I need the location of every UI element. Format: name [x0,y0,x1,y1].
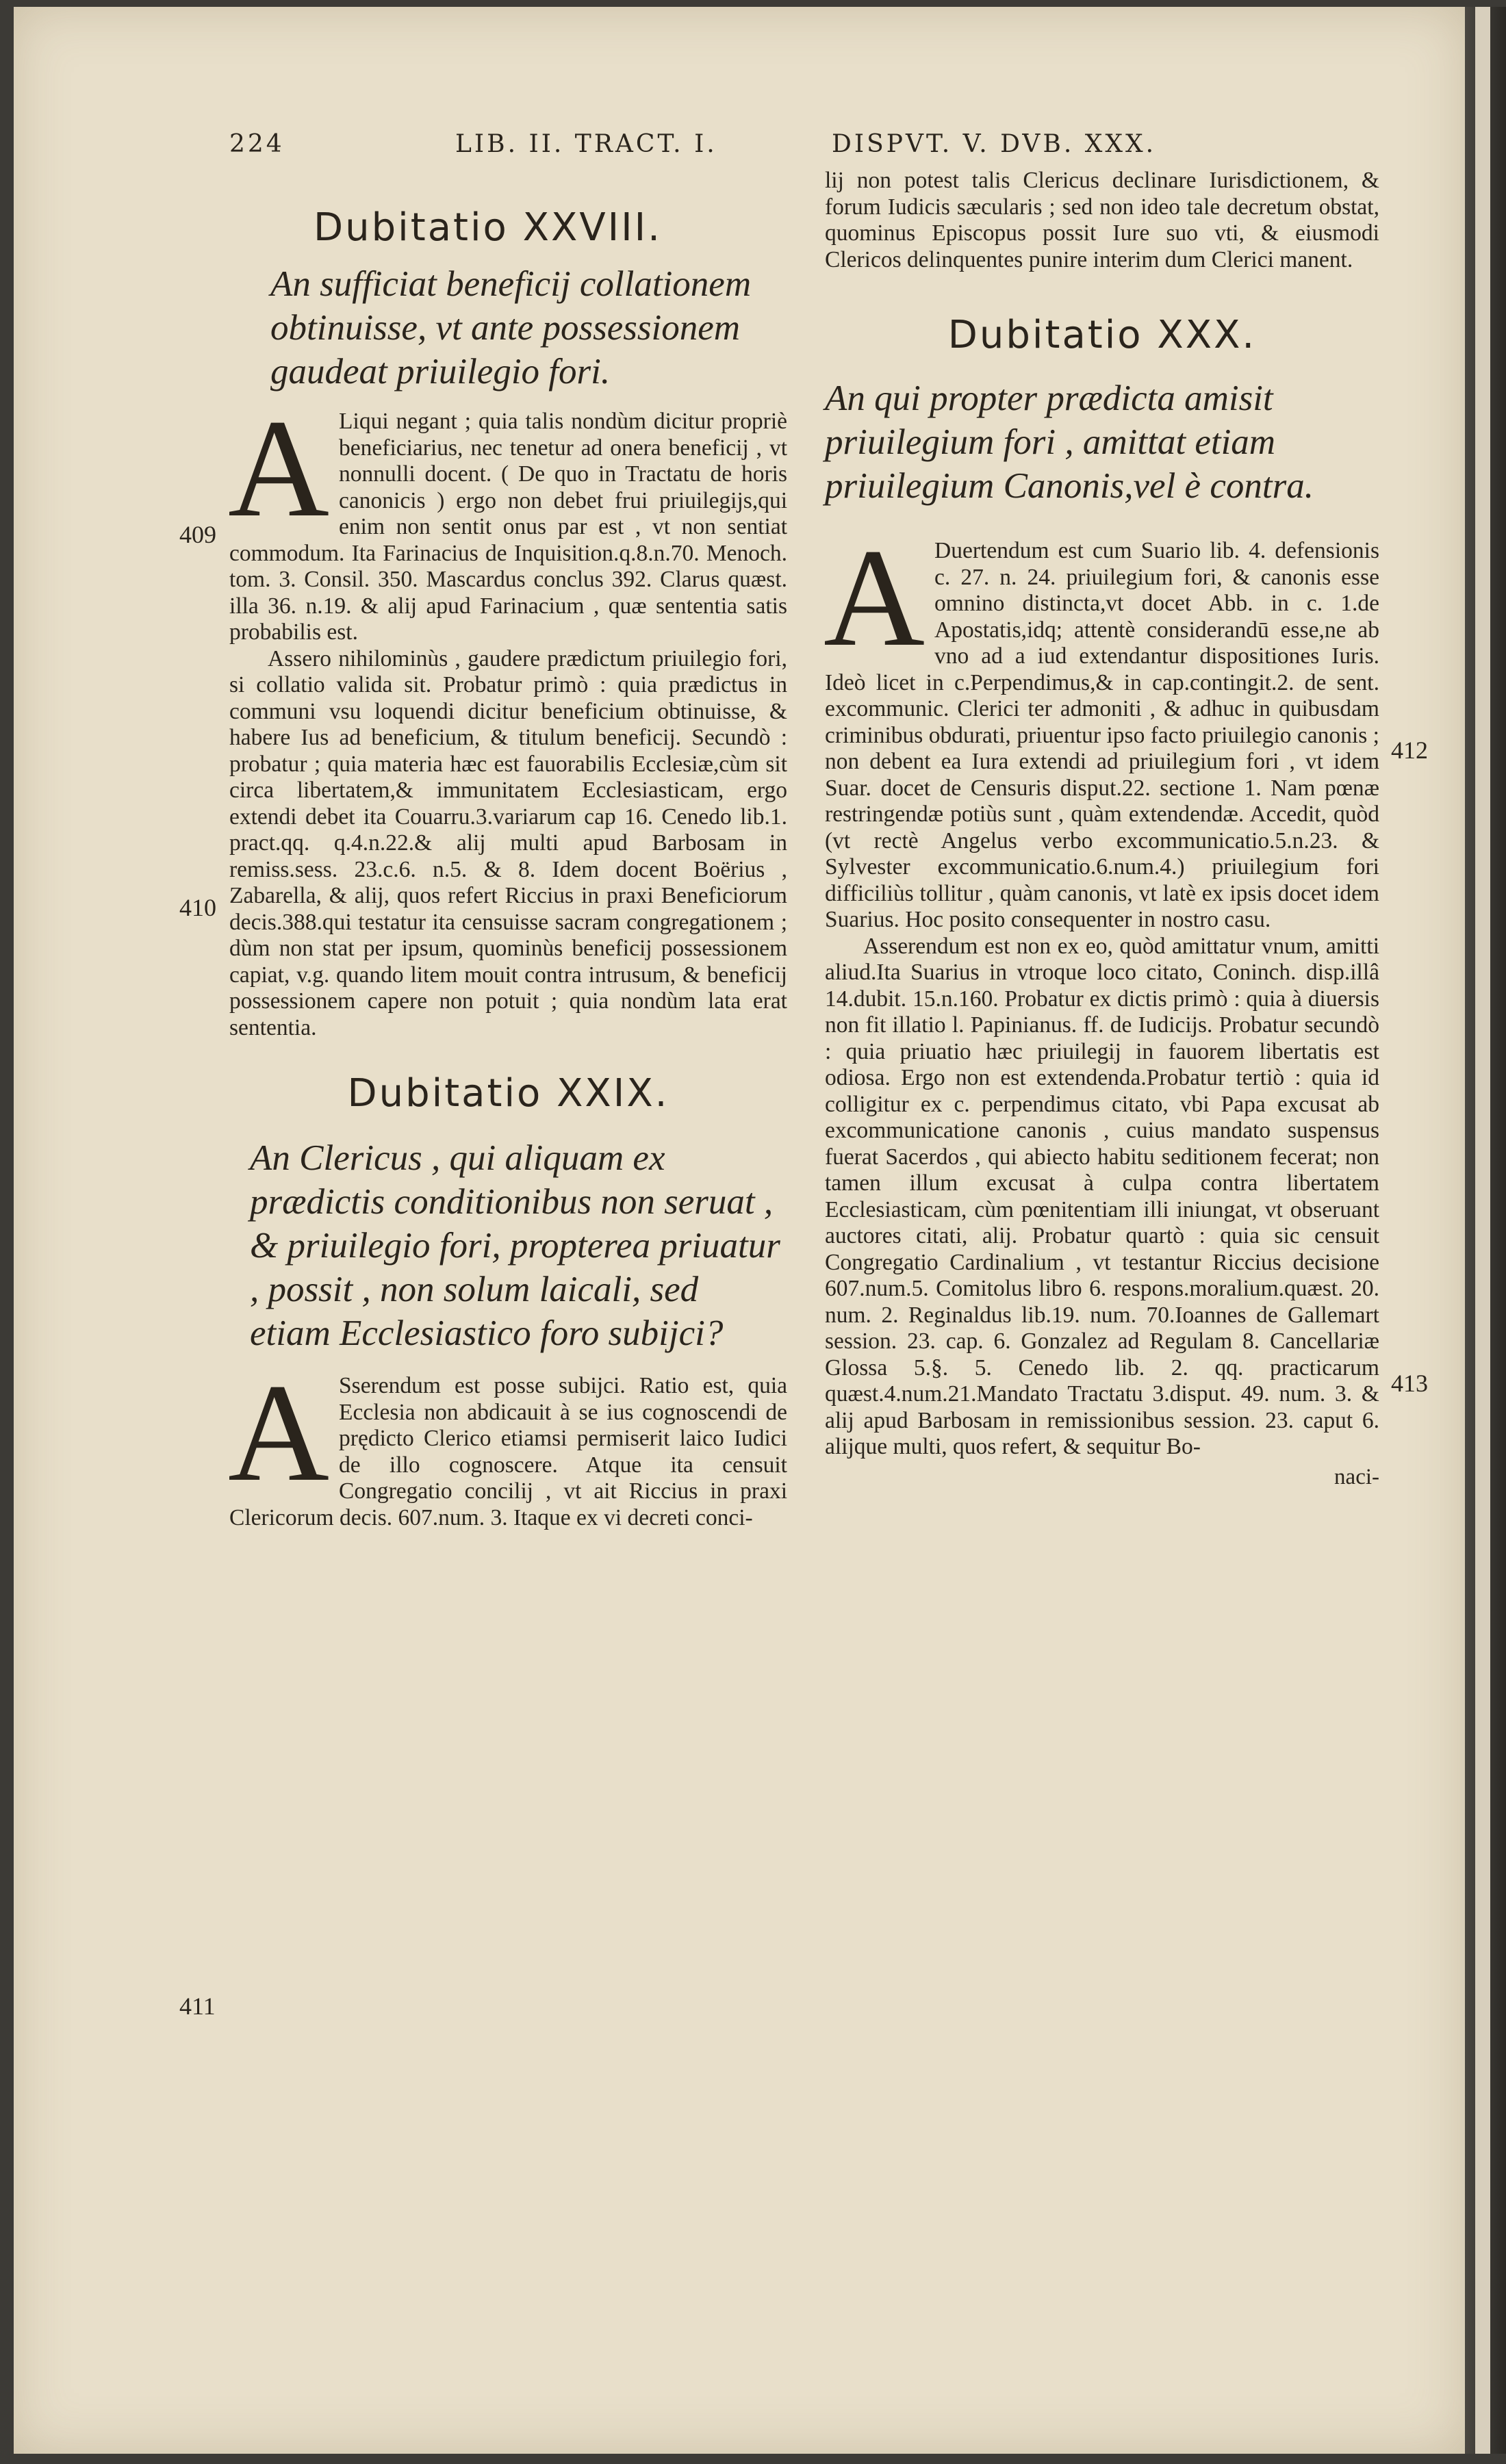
drop-cap: A [228,391,330,546]
paragraph-413: Asserendum est non ex eo, quòd amittatur vnum, amitti aliud.Ita Suarius in vtroque loco citato, Coninch. disp.illâ 14.dubit. 15.n.160. Probatur ex dictis primò : quia à diuersis non fit illatio l. Papinianus. ff. de Iudicijs. Probatur secundò : quia priuatio hæc priuilegij in fauorem libertatis est odiosa. Ergo non est extendenda.Probatur tertiò : quia id colligitur ex c. perpendimus citato, vbi Papa excusat ab excommunicatione canonis , cuius mandato suspensus fuerat Sacerdos , qui abiecto habitu seditionem fecerat; non tamen illum excusat à culpa contra libertatem Ecclesiasticam, cùm pœnitentiam illi iniungat, vt obseruant auctores citati, alij. Probatur quartò : quia sic censuit Congregatio Cardinalium , vt testantur Riccius decisione 607.num.5. Comitolus libro 6. respons.moralium.quæst. 20. num. 2. Reginaldus lib.19. num. 70.Ioannes de Gallemart session. 23. cap. 6. Gonzalez ad Regulam 8. Cancellariæ Glossa 5.§. 5. Cenedo lib. 2. qq. practicarum quæst.4.num.21.Mandatо Tractatu 3.disput. 49. num. 3. & alij apud Barbosam in remissionibus session. 23. caput 6. alijque multi, quos refert, & sequitur Bo- [825,933,1379,1459]
dubitatio-29-question: An Clericus , qui aliquam ex prædictis conditionibus non seruat , & priuilegio fori, propterea priuatur , possit , non solum laicali, sed etiam Ecclesiastico foro subijci? [250,1138,780,1353]
drop-cap: A [228,1355,330,1511]
margin-number-411: 411 [179,1992,216,2020]
catchword: naci- [1334,1464,1379,1489]
margin-number-413: 413 [1391,1370,1428,1397]
paragraph-411: Sserendum est posse subijci. Ratio est, quia Ecclesia non abdicauit à se ius cognoscendi de prędicto Clerico etiamsi permiserit laico Iudici de illo cognoscere. Atque ita censuit Congregatio concilij , vt ait Riccius in praxi Clericorum decis. 607.num. 3. Itaque ex vi decreti conci- [229,1373,787,1530]
dubitatio-29-body [228,1355,787,1531]
left-running-head: LIB. II. TRACT. I. [455,130,717,158]
facing-page-edge [1475,7,1490,2454]
margin-number-409: 409 [179,521,216,548]
right-column [825,168,1379,1491]
dubitatio-30-question: An qui propter prædicta amisit priuilegium fori , amittat etiam priuilegium Canonis,vel è contra. [825,378,1314,506]
paragraph-410: Assero nihilominùs , gaudere prædictum priuilegio fori, si collatio valida sit. Probatur primò : quia prædictus in communi vsu loquendi dicitur beneficium obtinuisse, & habere Ius ad beneficium, & titulum beneficij. Secundò : probatur ; quia materia hæc est fauorabilis Ecclesiæ,cùm sit circa libertatem,& immunitatem Ecclesiasticam, ergo extendi debet ita Couarru.3.variarum cap 16. Cenedo lib.1. pract.qq. q.4.n.22.& alij multi apud Barbosam in remiss.sess. 23.c.6. n.5. & 8. Idem docent Boërius , Zabarella, & alij, quos refert Riccius in praxi Beneficiorum decis.388.qui testatur ita censuisse sacram congregationem ; dùm non stat per ipsum, quominùs beneficij possessionem capiat, v.g. quando litem mouit contra intrusum, & beneficij possessionem capere non potuit ; quia nondùm lata erat sententia. [229,645,787,1040]
margin-number-412: 412 [1391,736,1428,764]
dubitatio-28-title: Dubitatio XXVIII. [314,205,662,250]
paragraph-412: Duertendum est cum Suario lib. 4. defensionis c. 27. n. 24. priuilegium fori, & canonis esse omnino distincta,vt docet Abb. in c. 1.de Apostatis,idq; attentè considerandū esse,ne ab vno ad a iud extendantur dispositiones Iuris. Ideò licet in c.Perpendimus,& in cap.contingit.2. de sent. excommunic. Clerici ter admoniti , & adhuc in quibusdam criminibus obdurati, priuentur ipso facto priuilegio canonis ; non debent ea Iura extendi ad priuilegium fori , vt idem Suar. docet de Censuris disput.22. sectione 1. Nam pœnæ restringendæ potiùs sunt , quàm extendendæ. Accedit, quòd (vt rectè Angelus verbo excommunicatio.5.n.23. & Sylvester excommunicatio.6.num.4.) priuilegium fori difficiliùs tollitur , quàm canonis, vt latè ex ipsis docet idem Suarius. Hoc posito consequenter in nostro casu. [825,538,1379,932]
dubitatio-28-question: An sufficiat beneficij collationem obtinuisse, vt ante possessionem gaudeat priuilegio fori. [270,264,752,392]
dubitatio-29-title: Dubitatio XXIX. [347,1071,669,1116]
right-running-head: DISPVT. V. DVB. XXX. [832,130,1157,158]
dubitatio-28-body [228,391,787,1041]
dubitatio-30-body [824,520,1379,1461]
dubitatio-30-title: Dubitatio XXX. [947,313,1257,357]
page-number: 224 [229,130,285,158]
margin-number-410: 410 [179,894,216,921]
drop-cap: A [824,520,926,676]
running-header [229,130,1379,171]
left-column [229,185,787,1531]
paragraph-409: Liqui negant ; quia talis nondùm dicitur propriè beneficiarius, nec tenetur ad onera beneficij , vt nonnulli docent. ( De quo in Tractatu de horis canonicis ) ergo non debet frui priuilegijs,qui enim non sentit onus par est , vt non sentiat commodum. Ita Farinacius de Inquisition.q.8.n.70. Menoch. tom. 3. Consil. 350. Mascardus conclus 392. Clarus quæst. illa 36. n.19. & alij apud Farinacium , quæ sententia satis probabilis est. [229,409,787,645]
continuation-paragraph: lij non potest talis Clericus declinare Iurisdictionem, & forum Iudicis sæcularis ; sed non ideo tale decretum obstat, quominus Episcopus possit Iure suo vti, & eiusmodi Clericos delinquentes punire interim dum Clerici manent. [825,168,1379,272]
